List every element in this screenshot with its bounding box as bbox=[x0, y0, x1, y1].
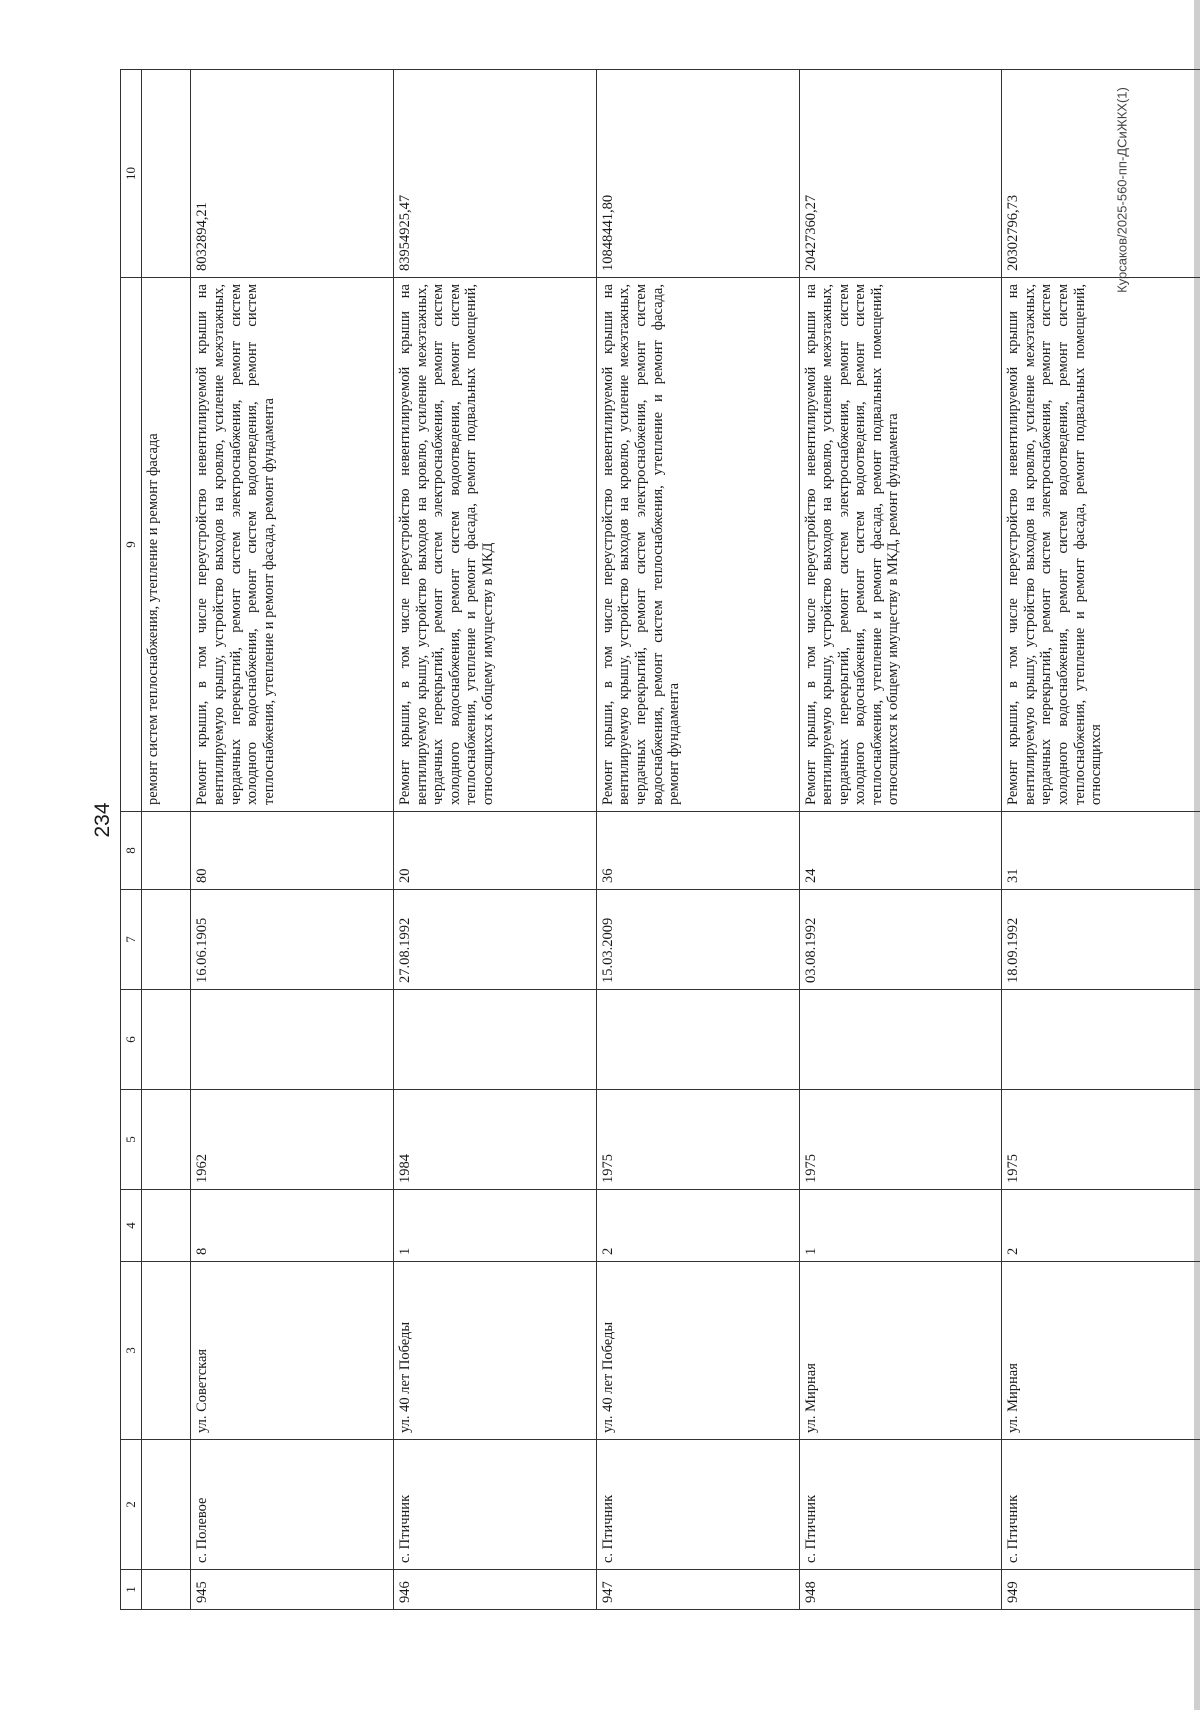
build-year: 1975 bbox=[1002, 1090, 1200, 1190]
column-6-value bbox=[799, 990, 1002, 1090]
table-row bbox=[596, 70, 799, 1610]
build-year: 1962 bbox=[191, 1090, 394, 1190]
works-list: Ремонт крыши, в том числе переустройство невентилируемой крыши на вентилируемую крышу, устройство выходов на кровлю, усиление межэтажных, чердачных перекрытий, ремонт систем электроснабжения, ремонт систем холодного водоснабжения, ремонт систем водоотведения, ремонт систем теплоснабжения, утепление и ремонт фасада, ремонт подвальных помещений, относящихся к общему имуществу в МКД, ремонт фундамента bbox=[799, 278, 1002, 812]
column-header: 6 bbox=[121, 990, 142, 1090]
column-8-value: 24 bbox=[799, 812, 1002, 890]
works-list: Ремонт крыши, в том числе переустройство невентилируемой крыши на вентилируемую крышу, устройство выходов на кровлю, усиление межэтажных, чердачных перекрытий, ремонт систем электроснабжения, ремонт систем холодного водоснабжения, ремонт систем водоотведения, ремонт систем теплоснабжения, утепление и ремонт фасада, ремонт фундамента bbox=[191, 278, 394, 812]
date: 18.09.1992 bbox=[1002, 890, 1200, 990]
column-6-value bbox=[394, 990, 597, 1090]
column-header: 10 bbox=[121, 70, 142, 278]
street: ул. 40 лет Победы bbox=[596, 1262, 799, 1440]
continuation-text: ремонт систем теплоснабжения, утепление и ремонт фасада bbox=[142, 278, 191, 812]
column-number-row bbox=[121, 70, 142, 1610]
settlement: с. Птичник bbox=[596, 1440, 799, 1570]
settlement: с. Птичник bbox=[1002, 1440, 1200, 1570]
table-row bbox=[191, 70, 394, 1610]
house-number: 8 bbox=[191, 1190, 394, 1262]
cost: 10848441,80 bbox=[596, 70, 799, 278]
settlement: с. Птичник bbox=[394, 1440, 597, 1570]
date: 27.08.1992 bbox=[394, 890, 597, 990]
build-year: 1984 bbox=[394, 1090, 597, 1190]
build-year: 1975 bbox=[596, 1090, 799, 1190]
works-list: Ремонт крыши, в том числе переустройство невентилируемой крыши на вентилируемую крышу, устройство выходов на кровлю, усиление межэтажных, чердачных перекрытий, ремонт систем электроснабжения, ремонт систем холодного водоснабжения, ремонт систем водоотведения, ремонт систем теплоснабжения, утепление и ремонт фасада, ремонт подвальных помещений, относящихся bbox=[1002, 278, 1200, 812]
cost: 20427360,27 bbox=[799, 70, 1002, 278]
column-6-value bbox=[1002, 990, 1200, 1090]
page-number: 234 bbox=[91, 802, 114, 838]
column-header: 2 bbox=[121, 1440, 142, 1570]
row-number: 946 bbox=[394, 1570, 597, 1610]
build-year: 1975 bbox=[799, 1090, 1002, 1190]
column-header: 7 bbox=[121, 890, 142, 990]
cost: 83954925,47 bbox=[394, 70, 597, 278]
column-header: 5 bbox=[121, 1090, 142, 1190]
works-list: Ремонт крыши, в том числе переустройство невентилируемой крыши на вентилируемую крышу, устройство выходов на кровлю, усиление межэтажных, чердачных перекрытий, ремонт систем электроснабжения, ремонт систем водоснабжения, ремонт систем теплоснабжения, утепление и ремонт фасада, ремонт фундамента bbox=[596, 278, 799, 812]
continuation-row bbox=[142, 70, 191, 1610]
column-8-value: 80 bbox=[191, 812, 394, 890]
document-code: Курсаков/2025-560-пп-ДСиЖКХ(1) bbox=[1114, 87, 1130, 293]
row-number: 949 bbox=[1002, 1570, 1200, 1610]
column-8-value: 20 bbox=[394, 812, 597, 890]
column-8-value: 31 bbox=[1002, 812, 1200, 890]
house-number: 2 bbox=[596, 1190, 799, 1262]
house-number: 1 bbox=[799, 1190, 1002, 1262]
date: 16.06.1905 bbox=[191, 890, 394, 990]
street: ул. 40 лет Победы bbox=[394, 1262, 597, 1440]
column-6-value bbox=[191, 990, 394, 1090]
street: ул. Мирная bbox=[799, 1262, 1002, 1440]
settlement: с. Полевое bbox=[191, 1440, 394, 1570]
house-number: 1 bbox=[394, 1190, 597, 1262]
column-header: 4 bbox=[121, 1190, 142, 1262]
row-number: 945 bbox=[191, 1570, 394, 1610]
data-table-rotated bbox=[120, 70, 1200, 1610]
column-header: 9 bbox=[121, 278, 142, 812]
table-row bbox=[1002, 70, 1200, 1610]
date: 03.08.1992 bbox=[799, 890, 1002, 990]
cost: 20302796,73 bbox=[1002, 70, 1200, 278]
works-list: Ремонт крыши, в том числе переустройство невентилируемой крыши на вентилируемую крышу, устройство выходов на кровлю, усиление межэтажных, чердачных перекрытий, ремонт систем электроснабжения, ремонт систем холодного водоснабжения, ремонт систем водоотведения, ремонт систем теплоснабжения, утепление и ремонт фасада, ремонт подвальных помещений, относящихся к общему имуществу в МКД bbox=[394, 278, 597, 812]
date: 15.03.2009 bbox=[596, 890, 799, 990]
column-header: 1 bbox=[121, 1570, 142, 1610]
table-row bbox=[394, 70, 597, 1610]
cost: 8032894,21 bbox=[191, 70, 394, 278]
column-header: 3 bbox=[121, 1262, 142, 1440]
row-number: 948 bbox=[799, 1570, 1002, 1610]
table-row bbox=[799, 70, 1002, 1610]
street: ул. Советская bbox=[191, 1262, 394, 1440]
row-number: 947 bbox=[596, 1570, 799, 1610]
column-8-value: 36 bbox=[596, 812, 799, 890]
capital-repair-table bbox=[120, 69, 1200, 1610]
house-number: 2 bbox=[1002, 1190, 1200, 1262]
column-6-value bbox=[596, 990, 799, 1090]
street: ул. Мирная bbox=[1002, 1262, 1200, 1440]
column-header: 8 bbox=[121, 812, 142, 890]
settlement: с. Птичник bbox=[799, 1440, 1002, 1570]
